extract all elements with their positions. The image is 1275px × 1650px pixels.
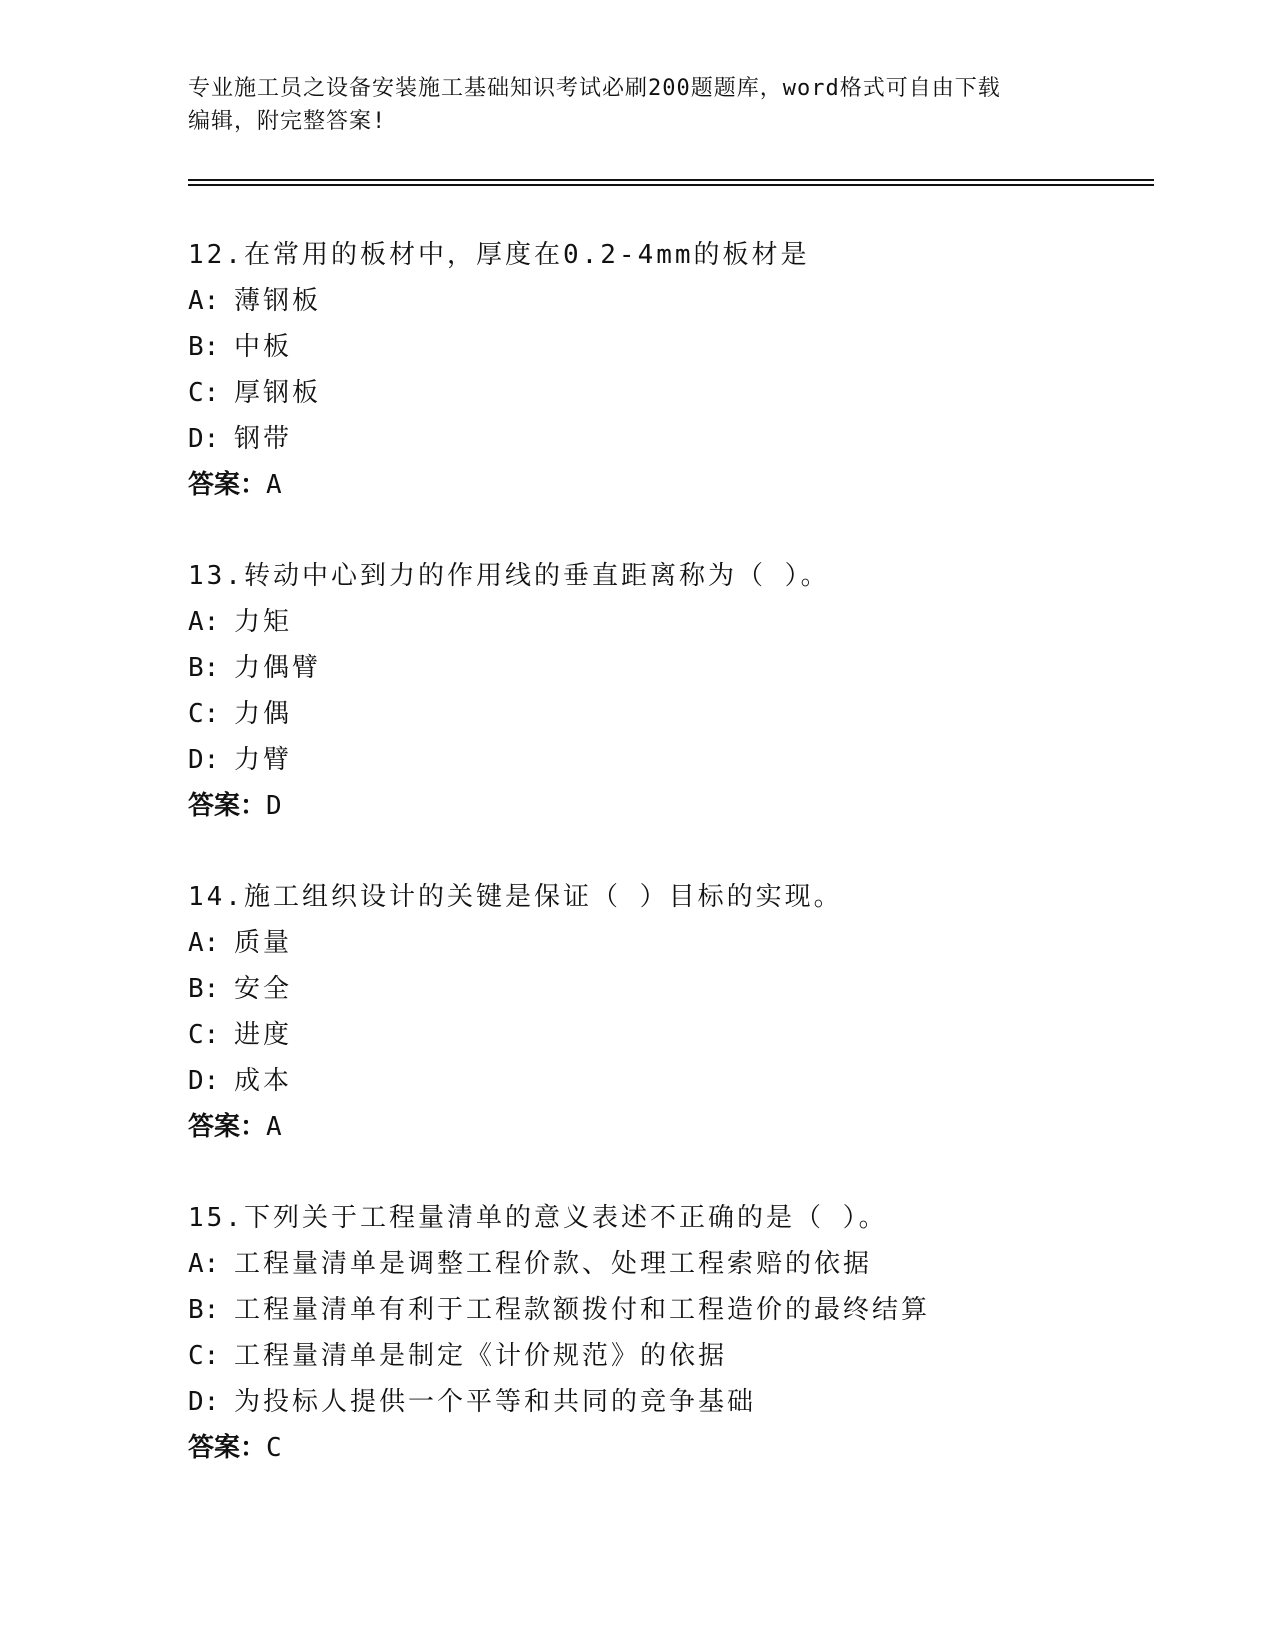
- option-text: 力偶臂: [234, 653, 322, 683]
- option-label: B:: [188, 653, 220, 683]
- option-label: D:: [188, 1387, 220, 1417]
- answer-value: C: [266, 1433, 282, 1463]
- header-line-1: 专业施工员之设备安装施工基础知识考试必刷200题题库，word格式可自由下载: [188, 76, 1001, 101]
- question-stem: 13.转动中心到力的作用线的垂直距离称为（ ）。: [188, 561, 830, 591]
- header-divider-bottom: [188, 184, 1154, 186]
- question-block: [188, 874, 1168, 1150]
- option-label: B:: [188, 974, 220, 1004]
- option-text: 工程量清单是制定《计价规范》的依据: [234, 1341, 728, 1371]
- question-stem: 15.下列关于工程量清单的意义表述不正确的是（ ）。: [188, 1203, 888, 1233]
- answer-line: [188, 462, 1168, 508]
- option-a: [188, 599, 1168, 645]
- option-d: [188, 737, 1168, 783]
- option-text: 工程量清单是调整工程价款、处理工程索赔的依据: [234, 1249, 873, 1279]
- question-block: [188, 232, 1168, 508]
- option-b: [188, 966, 1168, 1012]
- option-label: C:: [188, 699, 220, 729]
- option-label: A:: [188, 928, 220, 958]
- option-c: [188, 1333, 1168, 1379]
- answer-line: [188, 1104, 1168, 1150]
- option-text: 力偶: [234, 699, 293, 729]
- answer-value: A: [266, 470, 282, 500]
- answer-label: 答案：: [188, 1112, 267, 1142]
- option-text: 质量: [234, 928, 293, 958]
- option-label: C:: [188, 378, 220, 408]
- question-stem: 12.在常用的板材中，厚度在0.2-4mm的板材是: [188, 240, 810, 270]
- option-d: [188, 1379, 1168, 1425]
- option-label: B:: [188, 332, 220, 362]
- question-stem: 14.施工组织设计的关键是保证（ ）目标的实现。: [188, 882, 843, 912]
- answer-line: [188, 783, 1168, 829]
- option-text: 力臂: [234, 745, 293, 775]
- option-text: 钢带: [234, 424, 293, 454]
- answer-value: A: [266, 1112, 282, 1142]
- option-label: A:: [188, 607, 220, 637]
- answer-label: 答案：: [188, 1433, 267, 1463]
- option-text: 进度: [234, 1020, 293, 1050]
- option-d: [188, 416, 1168, 462]
- option-label: A:: [188, 1249, 220, 1279]
- option-label: A:: [188, 286, 220, 316]
- option-label: D:: [188, 1066, 220, 1096]
- option-label: C:: [188, 1341, 220, 1371]
- option-a: [188, 1241, 1168, 1287]
- header-divider-top: [188, 179, 1154, 181]
- document-header: [188, 72, 1088, 138]
- option-b: [188, 645, 1168, 691]
- option-d: [188, 1058, 1168, 1104]
- option-text: 力矩: [234, 607, 293, 637]
- option-text: 厚钢板: [234, 378, 322, 408]
- question-block: [188, 553, 1168, 829]
- option-a: [188, 920, 1168, 966]
- option-label: D:: [188, 745, 220, 775]
- option-b: [188, 324, 1168, 370]
- option-text: 安全: [234, 974, 293, 1004]
- option-a: [188, 278, 1168, 324]
- option-text: 成本: [234, 1066, 293, 1096]
- option-c: [188, 1012, 1168, 1058]
- option-text: 为投标人提供一个平等和共同的竞争基础: [234, 1387, 757, 1417]
- header-line-2: 编辑，附完整答案!: [188, 109, 387, 134]
- option-label: B:: [188, 1295, 220, 1325]
- answer-line: [188, 1425, 1168, 1471]
- answer-label: 答案：: [188, 470, 267, 500]
- option-b: [188, 1287, 1168, 1333]
- option-text: 薄钢板: [234, 286, 322, 316]
- answer-label: 答案：: [188, 791, 267, 821]
- answer-value: D: [266, 791, 282, 821]
- option-label: D:: [188, 424, 220, 454]
- question-block: [188, 1195, 1168, 1471]
- option-text: 工程量清单有利于工程款额拨付和工程造价的最终结算: [234, 1295, 931, 1325]
- option-c: [188, 691, 1168, 737]
- option-c: [188, 370, 1168, 416]
- option-label: C:: [188, 1020, 220, 1050]
- option-text: 中板: [234, 332, 293, 362]
